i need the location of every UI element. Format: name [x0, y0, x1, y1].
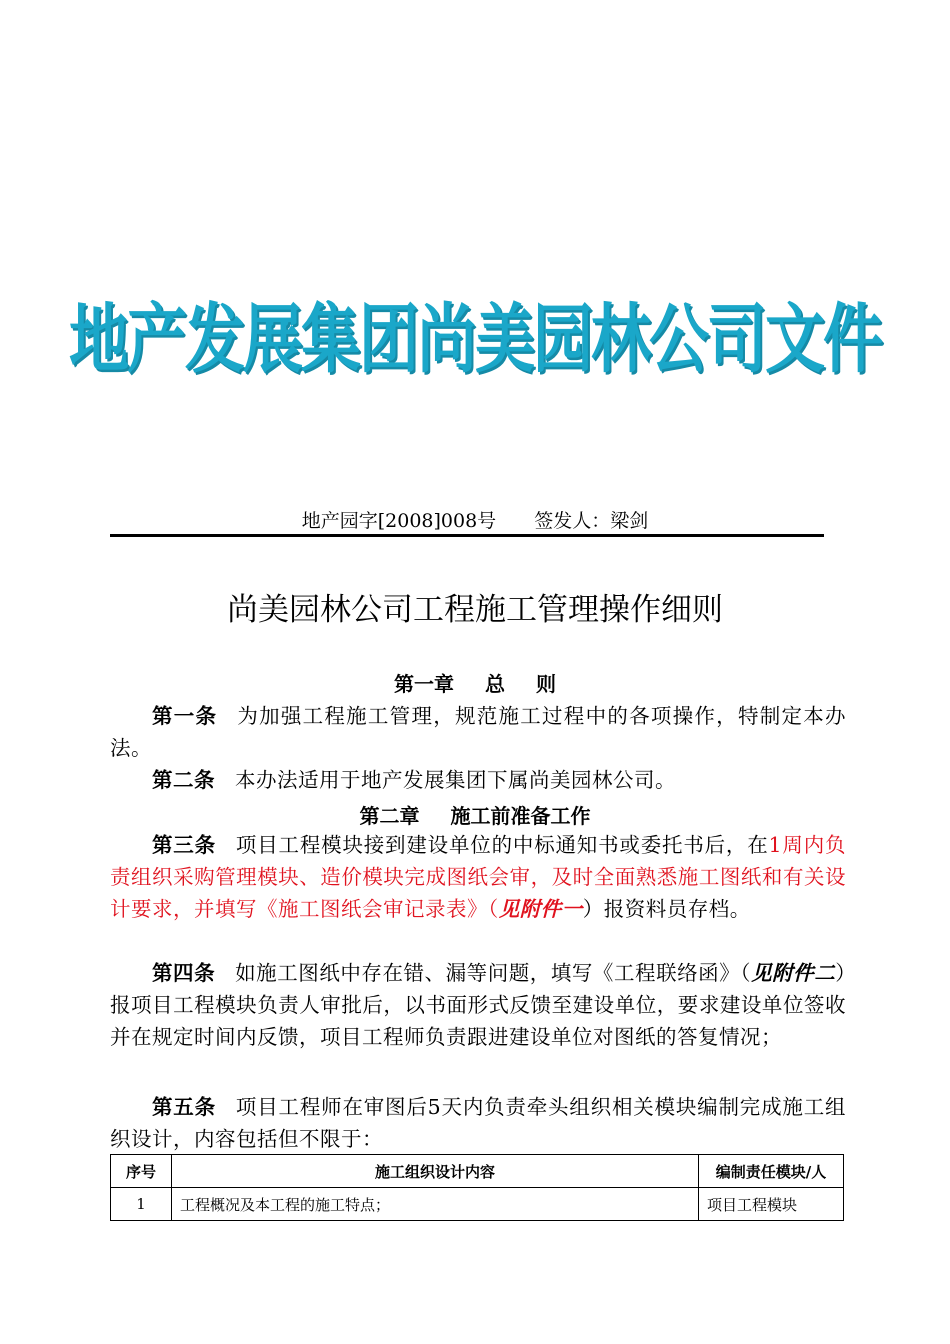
article-2	[110, 764, 846, 796]
table-header-row	[111, 1155, 844, 1188]
article-label: 第四条	[152, 961, 216, 985]
article-text: 本办法适用于地产发展集团下属尚美园林公司。	[235, 768, 676, 792]
article-label: 第三条	[152, 833, 216, 857]
article-5: 第五条 项目工程师在审图后5天内负责牵头组织相关模块编制完成施工组织设计，内容包括但不限于：	[110, 1095, 847, 1151]
document-meta	[0, 506, 950, 533]
chapter-2-heading: 第二章 施工前准备工作	[359, 804, 591, 828]
article-3: 第三条 项目工程模块接到建设单位的中标通知书或委托书后，在1周内负责组织采购管理模块、造价模块完成图纸会审，及时全面熟悉施工图纸和有关设计要求，并填写《施工图纸会审记录表》（见附件一）报资料员存档。	[110, 833, 847, 921]
attachment-ref: 见附件一	[498, 897, 583, 921]
article-label: 第一条	[152, 704, 218, 728]
company-header-title: 地产发展集团尚美园林公司文件	[69, 296, 881, 384]
article-text: 为加强工程施工管理，规范施工过程中的各项操作，特制定本办法。	[110, 704, 847, 760]
document-title: 尚美园林公司工程施工管理操作细则	[227, 592, 723, 628]
article-label: 第五条	[152, 1095, 216, 1119]
signer: 签发人：梁剑	[534, 510, 649, 532]
document-number: 地产园字[2008]008号	[301, 510, 497, 532]
cell-no: 1	[111, 1188, 172, 1221]
construction-design-table	[110, 1154, 844, 1221]
attachment-ref: 见附件二	[751, 961, 836, 985]
chapter-1-heading: 第一章 总 则	[394, 672, 556, 696]
article-4: 第四条 如施工图纸中存在错、漏等问题，填写《工程联络函》（见附件二）报项目工程模块负责人审批后，以书面形式反馈至建设单位，要求建设单位签收并在规定时间内反馈，项目工程师负责跟进建设单位对图纸的答复情况；	[110, 961, 846, 1049]
table-row	[111, 1188, 844, 1221]
column-header-no: 序号	[111, 1155, 172, 1188]
cell-module: 项目工程模块	[699, 1188, 844, 1221]
cell-content: 工程概况及本工程的施工特点；	[172, 1188, 699, 1221]
column-header-content: 施工组织设计内容	[172, 1155, 699, 1188]
column-header-module: 编制责任模块/人	[699, 1155, 844, 1188]
article-label: 第二条	[152, 768, 215, 792]
header-divider	[110, 534, 824, 537]
article-1	[110, 700, 846, 764]
highlight-text: 1周内负责组织采购管理模块、造价模块完成图纸会审，及时全面熟悉施工图纸和有关设计要求，并填写《施工图纸会审记录表》（	[110, 833, 847, 921]
